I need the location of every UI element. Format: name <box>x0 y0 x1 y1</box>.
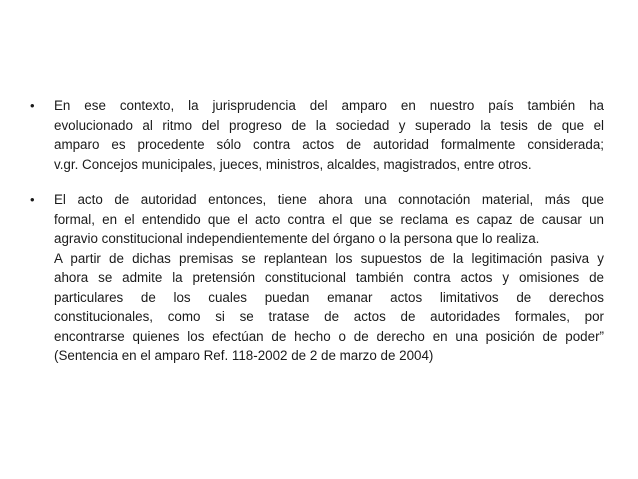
text-line: amparo es procedente sólo contra actos de autoridad formalmente considerada; <box>54 137 604 152</box>
text-line: ahora se admite la pretensión constitucional también contra actos y omisiones de <box>54 270 604 285</box>
bullet-icon: • <box>30 98 35 113</box>
text-line: constitucionales, como si se tratase de actos de autoridades formales, por <box>54 309 604 324</box>
text-line: evolucionado al ritmo del progreso de la sociedad y superado la tesis de que el <box>54 117 604 133</box>
text-line: particulares de los cuales puedan emanar actos limitativos de derechos <box>54 289 604 305</box>
bullet-icon: • <box>30 192 35 207</box>
text-line: En ese contexto, la jurisprudencia del amparo en nuestro país también ha <box>54 98 604 113</box>
text-line: (Sentencia en el amparo Ref. 118-2002 de 2 de marzo de 2004) <box>54 348 434 363</box>
text-line: formal, en el entendido que el acto contra el que se reclama es capaz de causar un <box>54 211 604 227</box>
text-line: agravio constitucional independientemente del órgano o la persona que lo realiza. <box>54 231 540 246</box>
bullet-text-1 <box>54 96 604 174</box>
bullet-item-1 <box>30 96 604 174</box>
text-line: El acto de autoridad entonces, tiene ahora una connotación material, más que <box>54 192 604 207</box>
text-line: encontrarse quienes los efectúan de hecho o de derecho en una posición de poder” <box>54 328 604 344</box>
text-line: A partir de dichas premisas se replantean los supuestos de la legitimación pasiva y <box>54 250 604 266</box>
bullet-list <box>30 96 604 382</box>
text-line: v.gr. Concejos municipales, jueces, ministros, alcaldes, magistrados, entre otros. <box>54 156 532 172</box>
bullet-item-2 <box>30 190 604 366</box>
bullet-text-2 <box>54 190 604 366</box>
